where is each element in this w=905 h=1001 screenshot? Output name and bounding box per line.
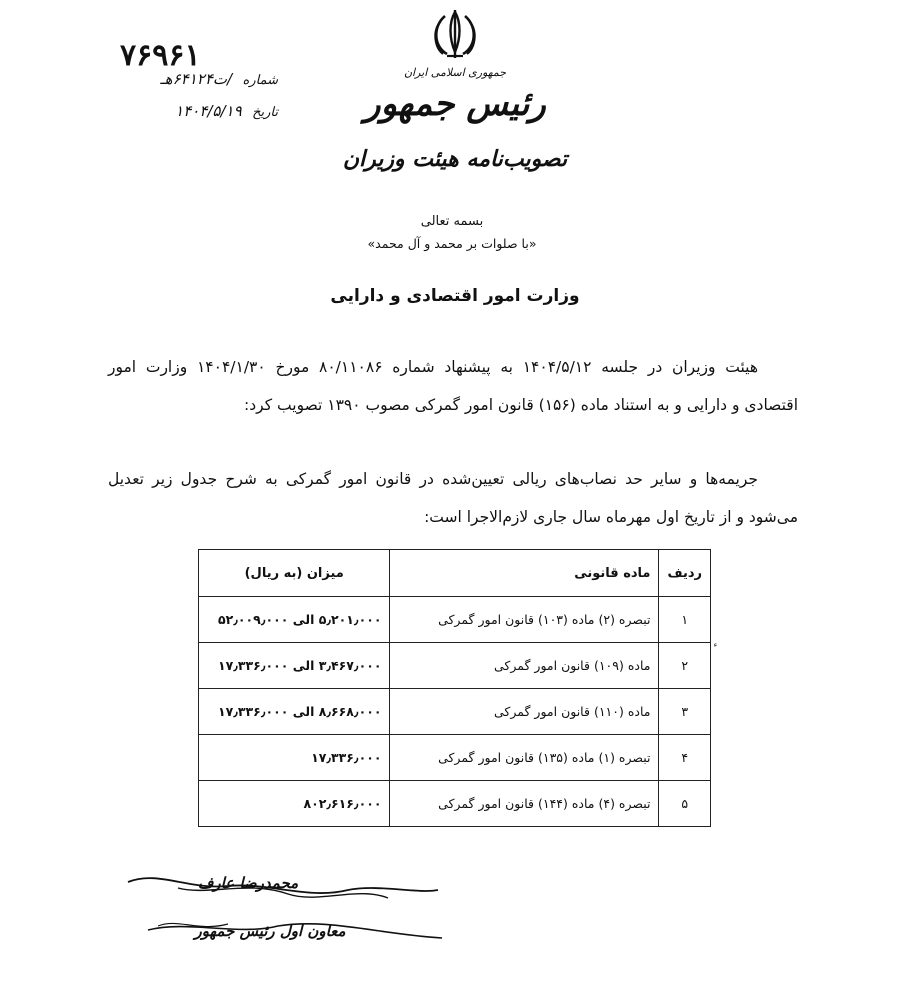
row-number: ۳ — [659, 689, 711, 735]
legal-article: ماده (۱۱۰) قانون امور گمرکی — [390, 689, 659, 735]
adjustment-paragraph: جریمه‌ها و سایر حد نصاب‌های ریالی تعیین‌شده در قانون امور گمرکی به شرح جدول زیر تعدیل می‌شود و از تاریخ اول مهرماه سال جاری لازم‌الاجرا است: — [108, 470, 798, 526]
legal-article: تبصره (۲) ماده (۱۰۳) قانون امور گمرکی — [390, 597, 659, 643]
header-legal-article: ماده قانونی — [390, 550, 659, 597]
cabinet-approval-title: تصویب‌نامه هیئت وزیران — [342, 146, 568, 172]
registration-number: ۷۶۹۶۱ — [120, 38, 201, 73]
amount: ۳٫۴۶۷٫۰۰۰ الی ۱۷٫۳۳۶٫۰۰۰ — [199, 643, 390, 689]
row-number: ۴ — [659, 735, 711, 781]
republic-label: جمهوری اسلامی ایران — [403, 66, 507, 79]
president-title: رئیس جمهور — [364, 84, 546, 124]
date-value: ۱۴۰۴/۵/۱۹ — [175, 102, 242, 120]
addressee-ministry: وزارت امور اقتصادی و دارایی — [330, 286, 580, 306]
table-header-row — [199, 550, 711, 597]
amount: ۸۰۲٫۶۱۶٫۰۰۰ — [199, 781, 390, 827]
table-row — [199, 597, 711, 643]
resolution-paragraph: هیئت وزیران در جلسه ۱۴۰۴/۵/۱۲ به پیشنهاد شماره ۸۰/۱۱۰۸۶ مورخ ۱۴۰۴/۱/۳۰ وزارت امور اقتصادی و دارایی و به استناد ماده (۱۵۶) قانون امور گمرکی مصوب ۱۳۹۰ تصویب کرد: — [108, 358, 798, 414]
legal-article: ماده (۱۰۹) قانون امور گمرکی — [390, 643, 659, 689]
date-row — [18, 102, 278, 120]
date-label: تاریخ — [252, 105, 278, 120]
iran-emblem-icon — [425, 8, 485, 64]
salawat: «با صلوات بر محمد و آل محمد» — [367, 236, 537, 251]
number-row — [18, 70, 278, 88]
row-number: ۱ — [659, 597, 711, 643]
bismillah: بسمه تعالی — [420, 214, 484, 229]
number-label: شماره — [242, 73, 278, 88]
amount: ۱۷٫۳۳۶٫۰۰۰ — [199, 735, 390, 781]
header-row-number: ردیف — [659, 550, 711, 597]
table-row — [199, 735, 711, 781]
row-number: ۲ — [659, 643, 711, 689]
header-amount: میزان (به ریال) — [199, 550, 390, 597]
table-row — [199, 689, 711, 735]
table-row — [199, 643, 711, 689]
number-value: /ت۶۴۱۲۴هـ — [160, 70, 233, 88]
amount: ۸٫۶۶۸٫۰۰۰ الی ۱۷٫۳۳۶٫۰۰۰ — [199, 689, 390, 735]
amount: ۵٫۲۰۱٫۰۰۰ الی ۵۲٫۰۰۹٫۰۰۰ — [199, 597, 390, 643]
signatory-title: معاون اول رئیس جمهور — [194, 922, 346, 940]
legal-article: تبصره (۱) ماده (۱۳۵) قانون امور گمرکی — [390, 735, 659, 781]
table-row — [199, 781, 711, 827]
penalty-table — [198, 549, 711, 827]
legal-article: تبصره (۴) ماده (۱۴۴) قانون امور گمرکی — [390, 781, 659, 827]
signatory-name: محمدرضا عارف — [197, 874, 299, 892]
row-number: ۵ — [659, 781, 711, 827]
